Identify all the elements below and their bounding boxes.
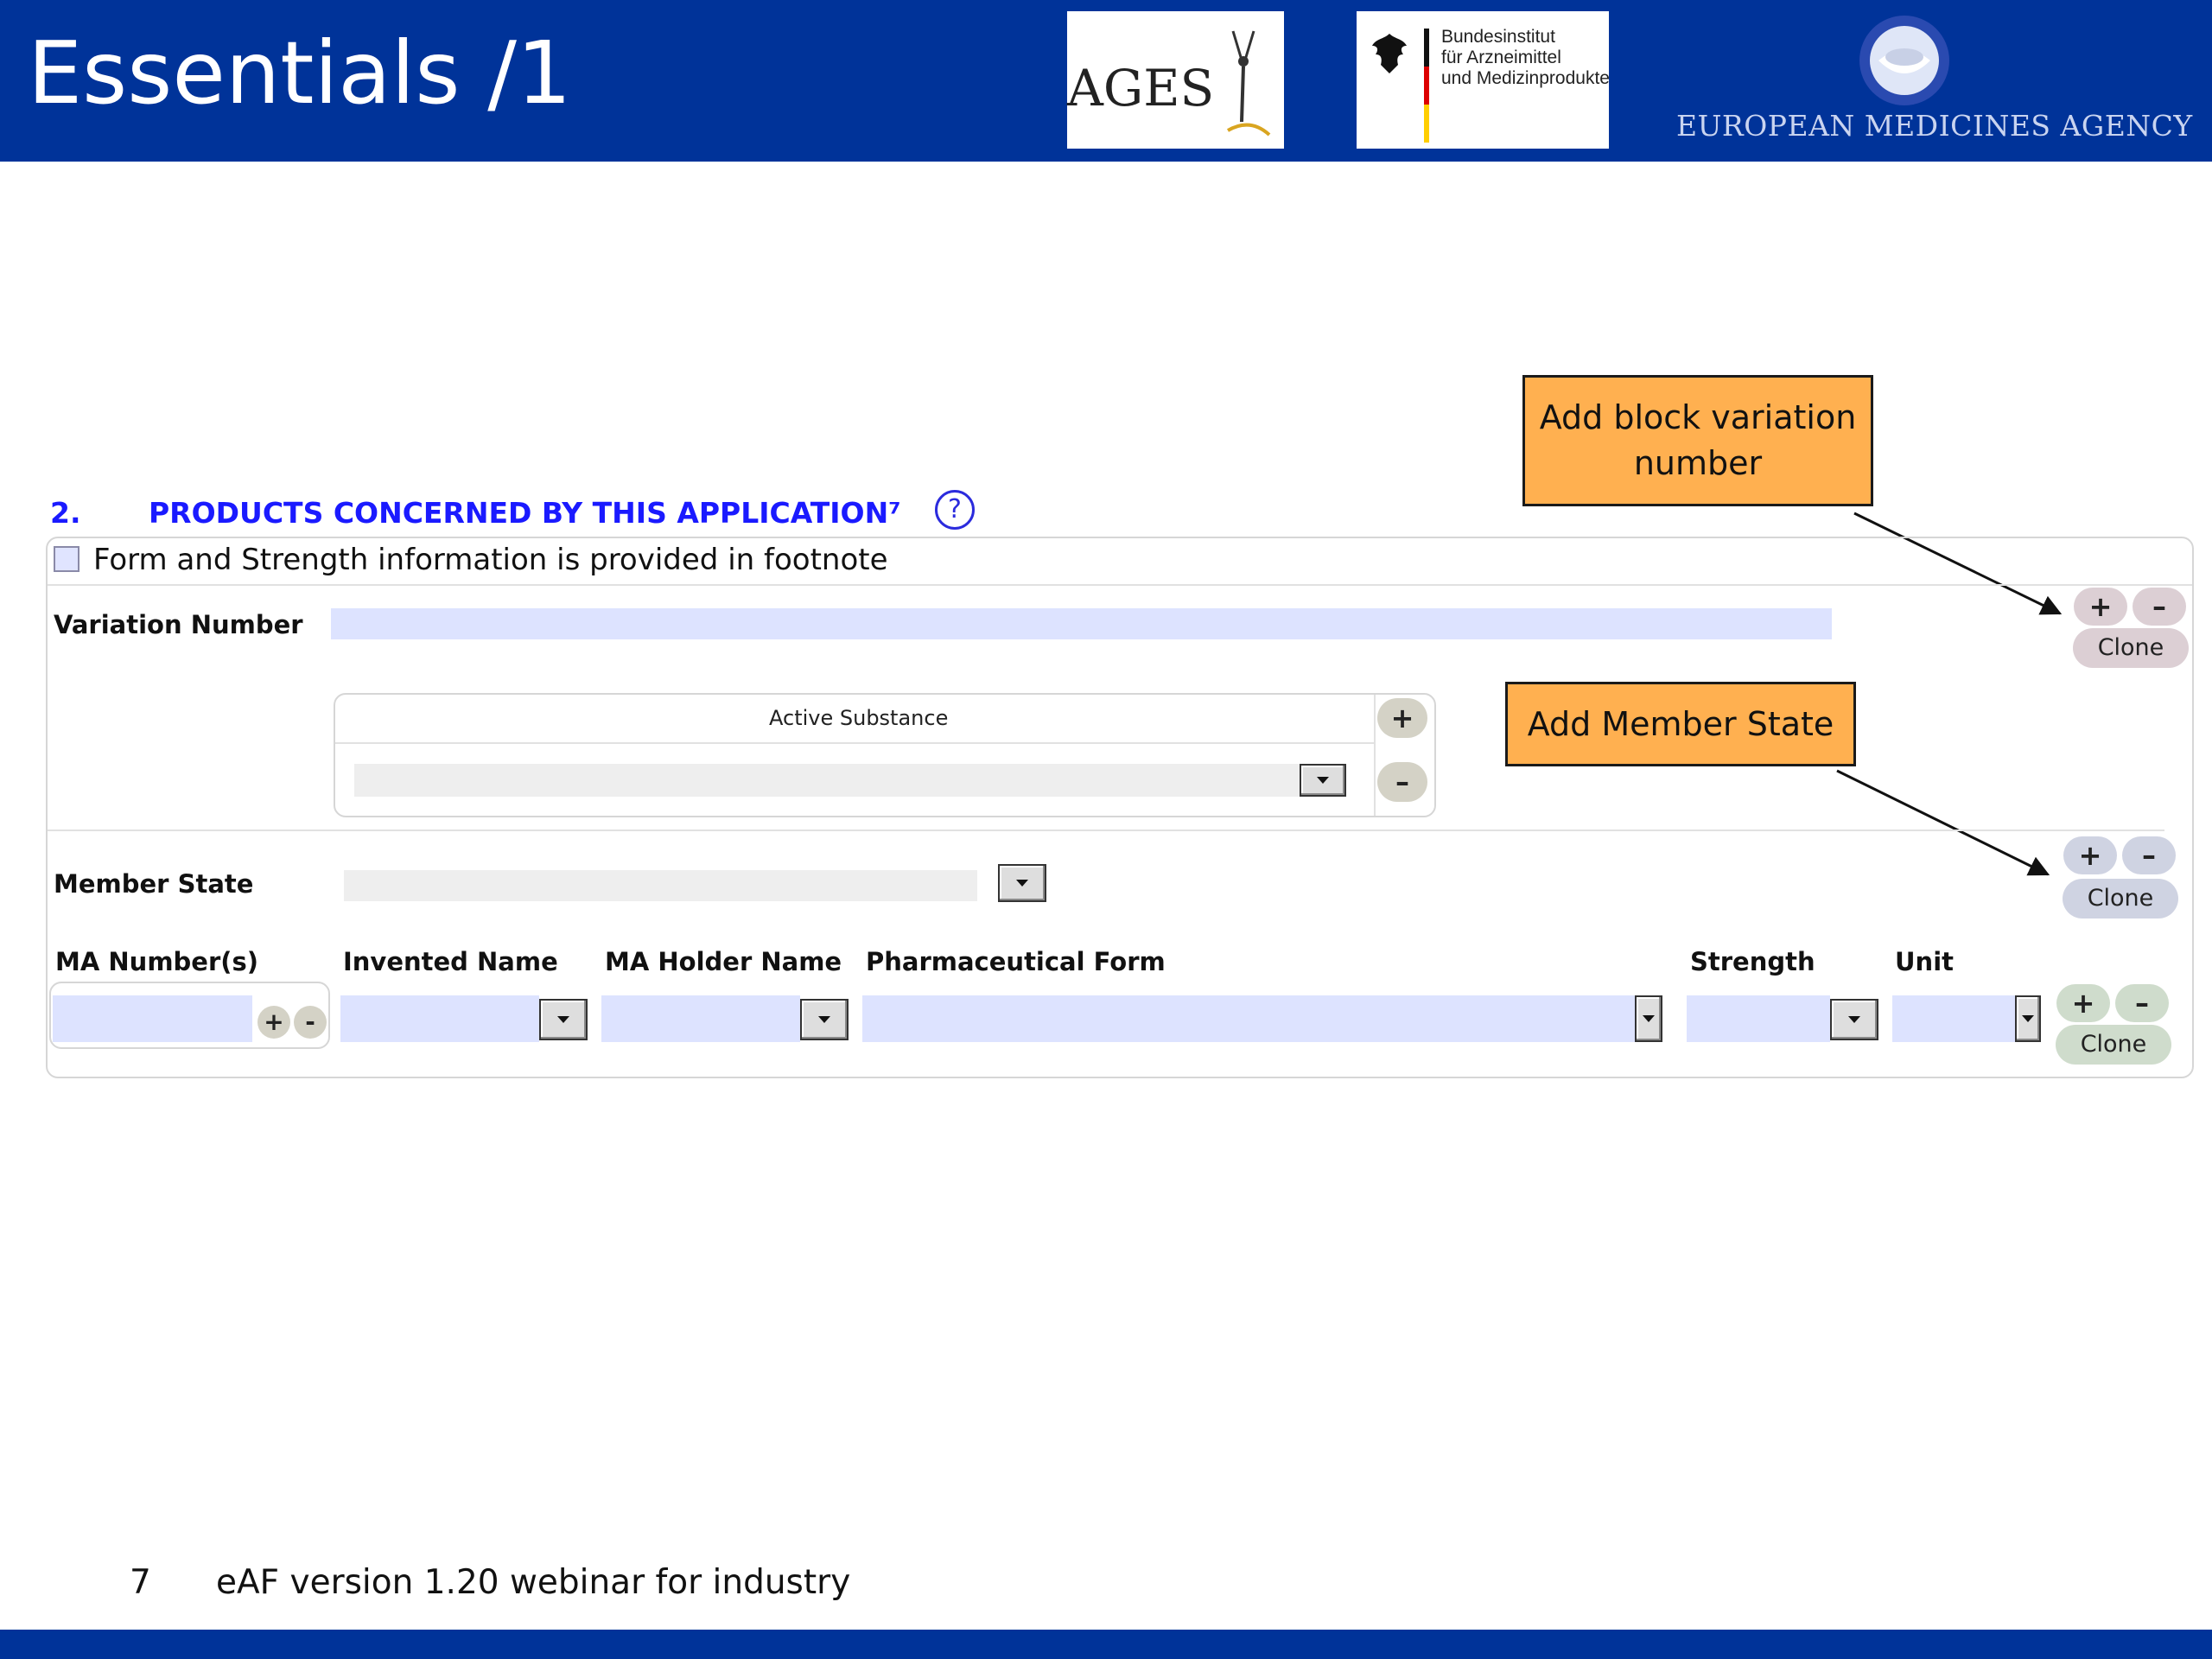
active-substance-dropdown-arrow[interactable] xyxy=(1300,764,1346,797)
clone-member-state-button[interactable]: Clone xyxy=(2063,879,2178,918)
section-title: PRODUCTS CONCERNED BY THIS APPLICATION⁷ xyxy=(149,496,901,530)
ages-figure-icon xyxy=(1216,27,1276,139)
unit-dropdown-arrow[interactable] xyxy=(2015,995,2041,1042)
strength-dropdown-arrow[interactable] xyxy=(1830,999,1878,1040)
active-substance-header: Active Substance xyxy=(769,706,949,730)
bfarm-logo xyxy=(1357,11,1609,149)
col-ma-numbers: MA Number(s) xyxy=(55,947,259,976)
bfarm-text-line: und Medizinprodukte xyxy=(1441,68,1610,88)
invented-name-dropdown-arrow[interactable] xyxy=(539,999,588,1040)
pharmaceutical-form-dropdown-arrow[interactable] xyxy=(1635,995,1662,1042)
col-invented-name: Invented Name xyxy=(343,947,558,976)
callout-add-block-variation: Add block variation number xyxy=(1522,375,1873,506)
help-icon[interactable]: ? xyxy=(935,490,975,530)
page-number: 7 xyxy=(130,1563,151,1602)
unit-select[interactable] xyxy=(1892,995,2024,1042)
section-number: 2. xyxy=(50,496,81,530)
add-variation-block-button[interactable]: + xyxy=(2074,588,2127,626)
footnote-checkbox-label: Form and Strength information is provided in footnote xyxy=(93,543,888,577)
remove-variation-block-button[interactable]: – xyxy=(2133,588,2186,626)
ema-logo-text: EUROPEAN MEDICINES AGENCY xyxy=(1676,109,2193,143)
col-strength: Strength xyxy=(1690,947,1815,976)
remove-product-row-button[interactable]: – xyxy=(2115,984,2169,1022)
flag-black xyxy=(1424,29,1429,67)
bfarm-text-line: für Arzneimittel xyxy=(1441,48,1561,67)
ma-holder-dropdown-arrow[interactable] xyxy=(800,999,849,1040)
add-product-row-button[interactable]: + xyxy=(2056,984,2110,1022)
pharmaceutical-form-select[interactable] xyxy=(862,995,1635,1042)
ma-number-input[interactable] xyxy=(53,995,252,1042)
active-substance-select[interactable] xyxy=(354,764,1300,797)
variation-number-input[interactable] xyxy=(331,608,1832,639)
strength-select[interactable] xyxy=(1687,995,1830,1042)
add-active-substance-button[interactable]: + xyxy=(1377,698,1427,738)
divider xyxy=(48,584,2192,586)
col-unit: Unit xyxy=(1895,947,1954,976)
variation-number-label: Variation Number xyxy=(54,610,303,639)
footer-text: eAF version 1.20 webinar for industry xyxy=(216,1563,851,1602)
ma-holder-select[interactable] xyxy=(601,995,800,1042)
footer-bar xyxy=(0,1630,2212,1659)
flag-gold xyxy=(1424,105,1429,143)
footnote-checkbox[interactable] xyxy=(54,546,79,572)
flag-red xyxy=(1424,67,1429,105)
ema-emblem-icon xyxy=(1858,14,1951,107)
add-ma-number-button[interactable]: + xyxy=(257,1006,290,1039)
clone-product-row-button[interactable]: Clone xyxy=(2056,1025,2171,1065)
eagle-icon xyxy=(1370,30,1408,79)
remove-member-state-button[interactable]: – xyxy=(2122,836,2176,874)
ages-logo xyxy=(1067,11,1284,149)
col-pharmaceutical-form: Pharmaceutical Form xyxy=(866,947,1166,976)
divider xyxy=(1374,695,1376,816)
remove-active-substance-button[interactable]: – xyxy=(1377,762,1427,802)
member-state-dropdown-arrow[interactable] xyxy=(998,864,1046,902)
bfarm-text-line: Bundesinstitut xyxy=(1441,27,1555,47)
member-state-select[interactable] xyxy=(344,870,977,901)
slide-title: Essentials /1 xyxy=(28,22,572,124)
col-ma-holder-name: MA Holder Name xyxy=(605,947,842,976)
invented-name-select[interactable] xyxy=(340,995,539,1042)
member-state-label: Member State xyxy=(54,869,254,899)
remove-ma-number-button[interactable]: - xyxy=(294,1006,327,1039)
clone-variation-block-button[interactable]: Clone xyxy=(2073,628,2189,668)
ages-logo-text: AGES xyxy=(1067,59,1215,118)
divider xyxy=(335,742,1374,744)
callout-add-member-state: Add Member State xyxy=(1505,682,1856,766)
add-member-state-button[interactable]: + xyxy=(2063,836,2117,874)
divider xyxy=(48,830,2164,831)
